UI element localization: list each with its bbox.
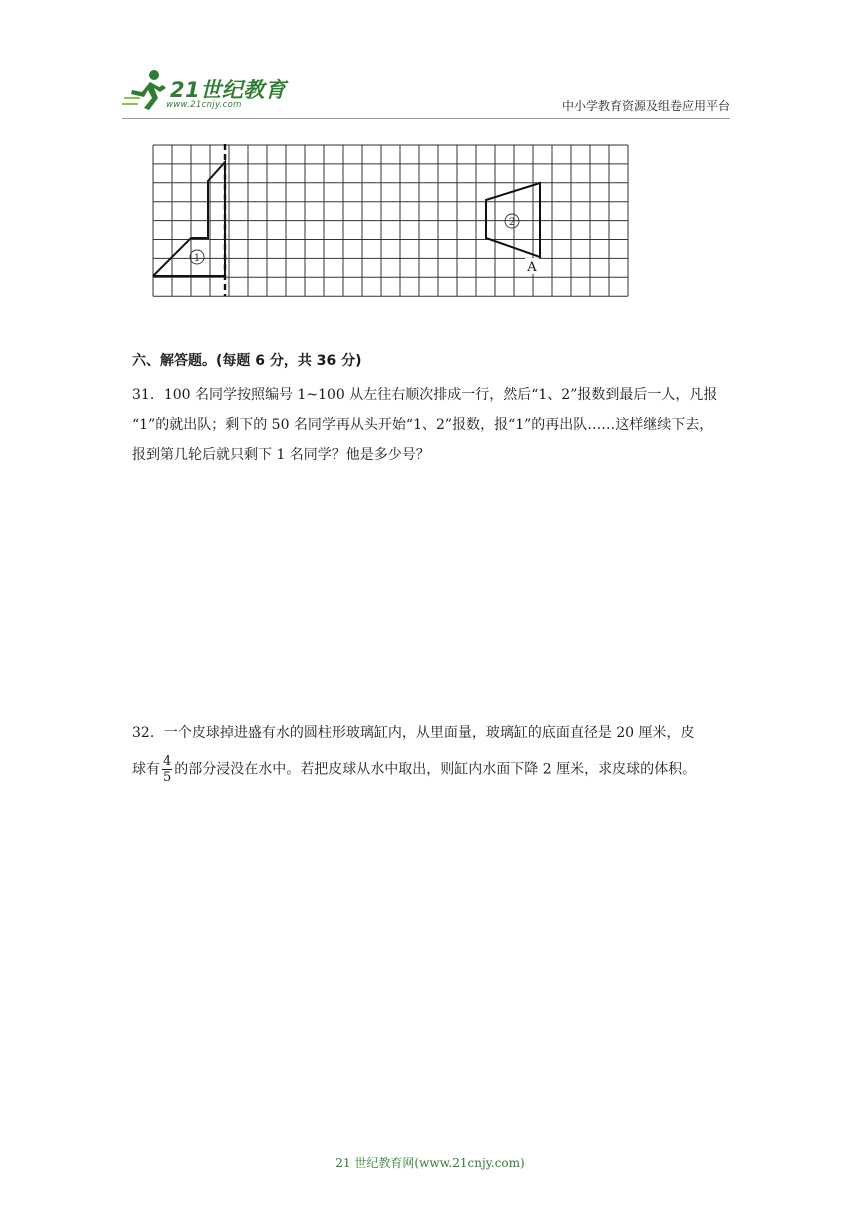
grid-svg xyxy=(150,144,636,298)
platform-title: 中小学教育资源及组卷应用平台 xyxy=(561,99,730,113)
question-31 xyxy=(132,380,732,470)
logo-url: www.21cnjy.com xyxy=(166,100,242,110)
q32-line-2-post: 的部分浸没在水中。若把皮球从水中取出，则缸内水面下降 2 厘米，求皮球的体积。 xyxy=(174,761,697,778)
fraction-denominator: 5 xyxy=(163,770,172,785)
point-a-label: A xyxy=(527,260,537,275)
header-divider xyxy=(122,118,730,119)
footer: 21 世纪教育网(www.21cnjy.com) xyxy=(335,1156,525,1170)
shape-2-label: 2 xyxy=(508,217,516,228)
section-title: 六、解答题。(每题 6 分，共 36 分) xyxy=(132,353,362,369)
fraction-four-fifths xyxy=(162,754,172,785)
runner-logo-icon xyxy=(122,68,172,112)
q32-line-1: 32．一个皮球掉进盛有水的圆柱形玻璃缸内，从里面量，玻璃缸的底面直径是 20 厘米，皮 xyxy=(132,725,695,741)
grid-figure xyxy=(150,144,636,302)
q31-line-3: 报到第几轮后就只剩下 1 名同学？他是多少号？ xyxy=(132,447,430,463)
q32-line-2 xyxy=(132,754,732,785)
q32-line-2-pre: 球有 xyxy=(132,761,160,778)
question-32 xyxy=(132,718,732,785)
fraction-numerator: 4 xyxy=(163,754,172,769)
shape-1-label: 1 xyxy=(193,253,201,264)
q31-line-2: “1”的就出队；剩下的 50 名同学再从头开始“1、2”报数，报“1”的再出队……这样继续下去， xyxy=(132,417,714,433)
site-logo xyxy=(122,68,292,116)
q31-line-1: 31．100 名同学按照编号 1~100 从左往右顺次排成一行，然后“1、2”报数到最后一人，凡报 xyxy=(132,387,718,403)
logo-text: 21世纪教育 xyxy=(170,78,287,102)
